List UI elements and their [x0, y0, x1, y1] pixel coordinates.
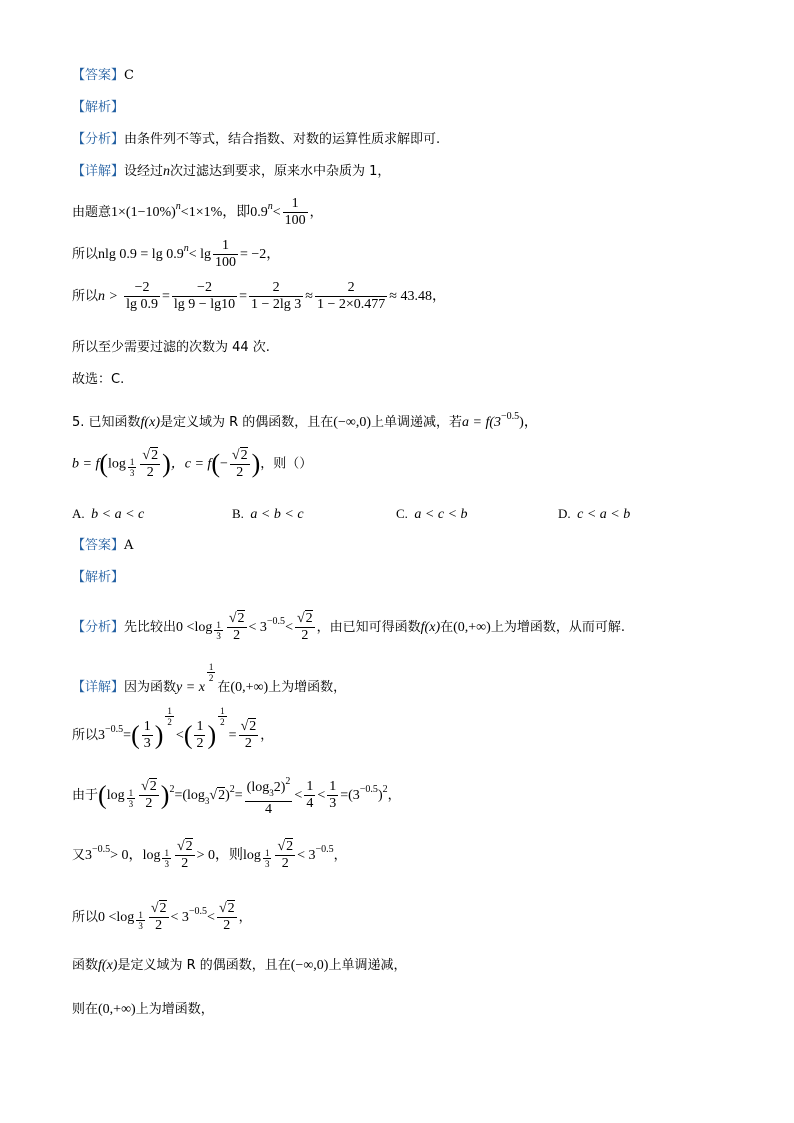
text: 是定义域为 R 的偶函数，且在 [117, 958, 291, 973]
math-expr: )， [519, 415, 538, 430]
text: 上单调递减， [328, 958, 407, 973]
fraction [315, 280, 387, 313]
fraction: $\frac{√2}{2}$ [228, 611, 245, 643]
math-expr: (0,+∞) [230, 680, 269, 695]
q5-line2: 所以$3^{-0.5}=$( $\frac{1}{3}$ ) $\frac{1}{2}$ <( $\frac{1}{2}$ ) $\frac{1}{2}$ = $\frac{√2}{2}$ ， [72, 706, 274, 751]
frac-den: 1 − 2×0.477 [316, 297, 386, 312]
frac-den: lg 0.9 [126, 297, 158, 312]
math-expr: 0.9 [250, 205, 268, 220]
math-expr: b = f [72, 456, 100, 472]
fraction: $\frac{√2}{2}$ [231, 447, 248, 480]
frac-num: −2 [172, 280, 237, 297]
frac-num: 2 [249, 280, 303, 297]
q5-answer-line [72, 536, 133, 556]
fraction: $\frac{√2}{2}$ [277, 839, 294, 871]
exponent-frac [207, 662, 216, 683]
line-prefix: 由于 [72, 788, 99, 803]
line-end: = −2， [240, 247, 281, 262]
frac-den: 3 [164, 859, 169, 869]
line-prefix: 所以 [72, 910, 99, 925]
exponent: n [183, 243, 189, 254]
math-op: < [294, 788, 303, 803]
exponent-frac [165, 706, 174, 727]
frac-num: 1 [213, 238, 238, 255]
math-expr: 0 < [176, 620, 195, 635]
fraction [124, 280, 160, 313]
math-op: − [220, 456, 228, 472]
math-expr: 0 < [98, 910, 117, 925]
fenxi-text: 由条件列不等式，结合指数、对数的运算性质求解即可. [124, 132, 441, 147]
math-op: = [123, 728, 132, 743]
fraction: $\frac{√2}{2}$ [218, 901, 235, 933]
text: 因为函数 [124, 680, 177, 695]
frac-den: 100 [284, 213, 306, 228]
frac-den: 100 [215, 255, 236, 270]
sqrt-radicand: 2 [185, 839, 193, 854]
frac-den: 2 [220, 717, 225, 727]
frac-den: 2 [233, 628, 241, 643]
frac-den: 2 [208, 673, 214, 683]
log: log [243, 848, 261, 863]
fraction [327, 779, 338, 812]
exponent: −0.5 [92, 844, 111, 855]
frac-num: 2 [315, 280, 387, 297]
frac-num: 1 [208, 662, 214, 672]
frac-den: 2 [155, 918, 163, 933]
sqrt-radicand: 2 [249, 719, 257, 734]
math-expr: a = f(3 [462, 415, 502, 430]
fraction [172, 280, 237, 313]
q5-line7 [72, 1000, 214, 1020]
q4-answer-line [72, 66, 134, 86]
var-n: n [163, 164, 171, 179]
stem-text: 5. 已知函数 [72, 415, 141, 430]
stem-text: 上单调递减，若 [371, 415, 463, 430]
sqrt-radicand: 2 [151, 447, 159, 463]
frac-den: 3 [129, 467, 135, 478]
exponent: −0.5 [105, 724, 124, 735]
frac-den: 3 [329, 796, 337, 811]
option-text: b < a < c [91, 507, 145, 522]
q5-xiangjie-line [72, 662, 346, 703]
option-c [396, 506, 468, 523]
math-expr: 3 [98, 728, 106, 743]
log: log [142, 848, 161, 863]
log: log [106, 788, 125, 803]
option-text: a < c < b [414, 507, 468, 522]
fraction [245, 774, 293, 818]
q4-xiangjie-line [72, 162, 390, 182]
q4-fenxi-line [72, 130, 440, 150]
fraction [213, 238, 238, 271]
math-op: = [340, 788, 349, 803]
frac-num: 1 [164, 848, 169, 858]
frac-den: 4 [306, 796, 314, 811]
log: log [116, 910, 135, 925]
math-op: = [174, 788, 183, 803]
frac-num: 1 [138, 910, 143, 920]
frac-num: −2 [124, 280, 160, 297]
math-op: < [207, 910, 215, 925]
sqrt-radicand: 2 [218, 788, 226, 803]
frac-den: 2 [223, 918, 231, 933]
log: log [187, 788, 205, 803]
math-expr: (−∞,0) [333, 415, 371, 430]
text: 先比较出 [124, 620, 177, 635]
exponent: 2 [382, 784, 388, 795]
frac-den: 3 [264, 859, 270, 869]
fraction [283, 196, 308, 229]
frac-num: 1 [220, 706, 225, 716]
answer-value: C [124, 68, 134, 83]
exponent: −0.5 [188, 906, 208, 917]
xiangjie-text-b: 次过滤达到要求，原来水中杂质为 1， [170, 164, 391, 179]
exponent: n [267, 201, 273, 212]
q5-line6 [72, 956, 406, 976]
frac-den: 2 [145, 796, 153, 811]
fraction [304, 779, 315, 812]
line-prefix: 又 [72, 848, 86, 863]
text: ，由已知可得函数 [316, 620, 421, 635]
sqrt-radicand: 2 [240, 447, 248, 463]
frac-den: lg 9 − lg10 [173, 297, 236, 312]
frac-num: 2) [273, 779, 286, 795]
sqrt-radicand: 2 [227, 901, 235, 916]
line-prefix: 所以 [72, 289, 99, 304]
fenxi-tag: 【分析】 [72, 132, 125, 147]
math-expr: 1×(1−10%) [111, 205, 176, 220]
math-expr: <1×1%，即 [180, 205, 251, 220]
exponent: 2 [229, 784, 235, 795]
math-op: < [272, 205, 281, 220]
frac-den: 2 [146, 464, 154, 480]
fraction: $\frac{√2}{2}$ [176, 839, 193, 871]
q4-line2 [72, 232, 280, 272]
math-op: = [228, 728, 237, 743]
option-text: c < a < b [577, 507, 631, 522]
exponent: 2 [285, 775, 291, 787]
log: log [108, 456, 126, 472]
math-op: < [285, 620, 293, 635]
option-b [232, 506, 304, 523]
q5-stem-line2: b = f(log $\frac{1}{3}$ $\frac{√2}{2}$ )，c = f(− $\frac{√2}{2}$ )，则（） [72, 447, 313, 480]
frac-num: 1 [129, 456, 135, 467]
fraction: $\frac{√2}{2}$ [240, 719, 257, 751]
line-prefix: 由题意 [72, 205, 112, 220]
answer-tag: 【答案】 [72, 68, 125, 83]
log: log [194, 620, 213, 635]
fraction [249, 280, 303, 313]
stem-text: 是定义域为 R 的偶函数，且在 [159, 415, 334, 430]
line-end: ， [260, 728, 274, 743]
log-base: 3 [204, 796, 210, 806]
math-expr: (0,+∞) [98, 1002, 136, 1017]
frac-num: (log [246, 779, 270, 795]
q5-fenxi-line [72, 602, 625, 648]
frac-den: 2 [281, 856, 289, 871]
option-d [558, 506, 630, 523]
q5-line5 [72, 892, 252, 938]
math-expr: > 0，则 [196, 848, 244, 863]
log-base [263, 848, 272, 869]
q5-stem-line1 [72, 400, 538, 440]
frac-num: 1 [306, 779, 314, 794]
line-prefix: 所以 [72, 247, 99, 262]
frac-den: 3 [143, 736, 151, 751]
xiangjie-tag: 【详解】 [72, 680, 125, 695]
line-prefix: 所以 [72, 728, 99, 743]
frac-num: 1 [264, 848, 270, 858]
sqrt-radicand: 2 [237, 611, 245, 626]
exponent: n [175, 201, 181, 212]
xiangjie-tag: 【详解】 [72, 164, 125, 179]
text: 在 [440, 620, 454, 635]
line-end: ≈ 43.48， [389, 289, 446, 304]
fraction: $\frac{√2}{2}$ [296, 611, 313, 643]
exponent: −0.5 [266, 616, 286, 627]
frac-den: 2 [301, 628, 309, 643]
fraction [142, 719, 153, 752]
frac-den: 2 [244, 736, 252, 751]
math-expr: < 3 [248, 620, 267, 635]
math-expr: > 0， [110, 848, 143, 863]
math-expr: nlg 0.9 = lg 0.9 [98, 247, 184, 262]
log-base [214, 620, 223, 641]
q4-line5: 故选：C. [72, 372, 125, 387]
math-expr: < 3 [170, 910, 189, 925]
math-op: < [317, 788, 326, 803]
exponent: −0.5 [501, 411, 520, 422]
exponent: 2 [169, 784, 175, 795]
math-expr: y = x [176, 680, 205, 695]
option-a [72, 506, 144, 523]
frac-num: 1 [143, 719, 151, 734]
frac-num: 1 [216, 620, 221, 630]
frac-num: 1 [329, 779, 337, 794]
analysis-tag: 【解析】 [72, 570, 125, 585]
log-base [136, 910, 145, 931]
q4-line3: 所以n > $\frac{-2}{\lg 0.9}$ = $\frac{-2}{\lg 9 - \lg 10}$ = $\frac{2}{1 - 2\lg 3}$ ≈ $\frac{2}{1 - 2\times 0.477}$ ≈ 43.48， [72, 280, 446, 312]
q4-analysis-tag [72, 98, 124, 118]
log-base [162, 848, 171, 869]
sqrt-radicand: 2 [286, 839, 294, 854]
fraction [194, 719, 205, 752]
line-end: ， [309, 205, 323, 220]
frac-num: 1 [128, 788, 134, 798]
q5-line4: 又$3^{-0.5}> 0$，log $\frac{1}{3}$ $\frac{√2}{2}$ > 0，则log $\frac{1}{3}$ $\frac{√2}{2}$ < $3^{-0.5}$， [72, 839, 347, 871]
text: 上为增函数， [135, 1002, 214, 1017]
log-base [128, 457, 137, 478]
q4-line4: 所以至少需要过滤的次数为 44 次. [72, 340, 270, 355]
frac-den: 1 − 2lg 3 [251, 297, 302, 312]
q5-analysis-tag [72, 568, 124, 588]
exponent: −0.5 [359, 784, 378, 795]
answer-value: A [124, 538, 134, 553]
line-end: ， [387, 788, 401, 803]
math-expr: f(x) [98, 958, 118, 973]
fenxi-tag: 【分析】 [72, 620, 125, 635]
exponent-frac [218, 706, 227, 727]
frac-num: 1 [283, 196, 308, 213]
sqrt-radicand: 2 [159, 901, 167, 916]
text: 函数 [72, 958, 99, 973]
frac-den: 3 [138, 921, 143, 931]
option-label: C. [396, 506, 408, 521]
q5-line3: 由于(log $\frac{1}{3}$ $\frac{√2}{2}$ )$^2=(\log_3√2)^2=$ $\frac{(\log_32)^2}{4}$ < $\frac{1}{4}$ < $\frac{1}{3}$ $=(3^{-0.5})^2$， [72, 775, 401, 817]
math-expr: f(x) [140, 415, 160, 430]
frac-den: 2 [181, 856, 189, 871]
sqrt-radicand: 2 [305, 611, 313, 626]
frac-den: 2 [167, 717, 172, 727]
frac-den: 3 [216, 631, 221, 641]
option-label: A. [72, 506, 85, 521]
xiangjie-text-a: 设经过 [124, 164, 164, 179]
math-expr: ，c = f [170, 456, 212, 472]
log-base: 3 [269, 787, 274, 798]
frac-den: 3 [128, 799, 134, 809]
frac-num: 1 [167, 706, 172, 716]
frac-den: 2 [196, 736, 204, 751]
q4-line1 [72, 190, 323, 230]
stem-text: ，则（） [260, 456, 313, 472]
text: 则在 [72, 1002, 99, 1017]
frac-den: 4 [265, 801, 273, 817]
option-text: a < b < c [250, 507, 304, 522]
sqrt-radicand: 2 [149, 779, 157, 794]
exponent: −0.5 [315, 844, 334, 855]
log-base [127, 788, 136, 809]
math-expr: (−∞,0) [290, 958, 329, 973]
fraction: $\frac{√2}{2}$ [142, 447, 159, 480]
text: 在 [217, 680, 231, 695]
line-end: ， [333, 848, 347, 863]
analysis-tag: 【解析】 [72, 100, 125, 115]
frac-den: 2 [236, 464, 244, 480]
math-expr: f(x) [420, 620, 441, 635]
math-op: < [175, 728, 184, 743]
option-label: B. [232, 506, 244, 521]
line-end: ， [238, 910, 252, 925]
fraction: $\frac{√2}{2}$ [150, 901, 167, 933]
option-label: D. [558, 506, 571, 521]
fraction: $\frac{√2}{2}$ [141, 779, 157, 811]
text: 上为增函数， [268, 680, 347, 695]
frac-num: 1 [196, 719, 204, 734]
text: 上为增函数，从而可解. [490, 620, 625, 635]
answer-tag: 【答案】 [72, 538, 125, 553]
math-expr: n > [98, 289, 118, 304]
math-expr: < lg [188, 247, 211, 262]
math-expr: (0,+∞) [453, 620, 491, 635]
